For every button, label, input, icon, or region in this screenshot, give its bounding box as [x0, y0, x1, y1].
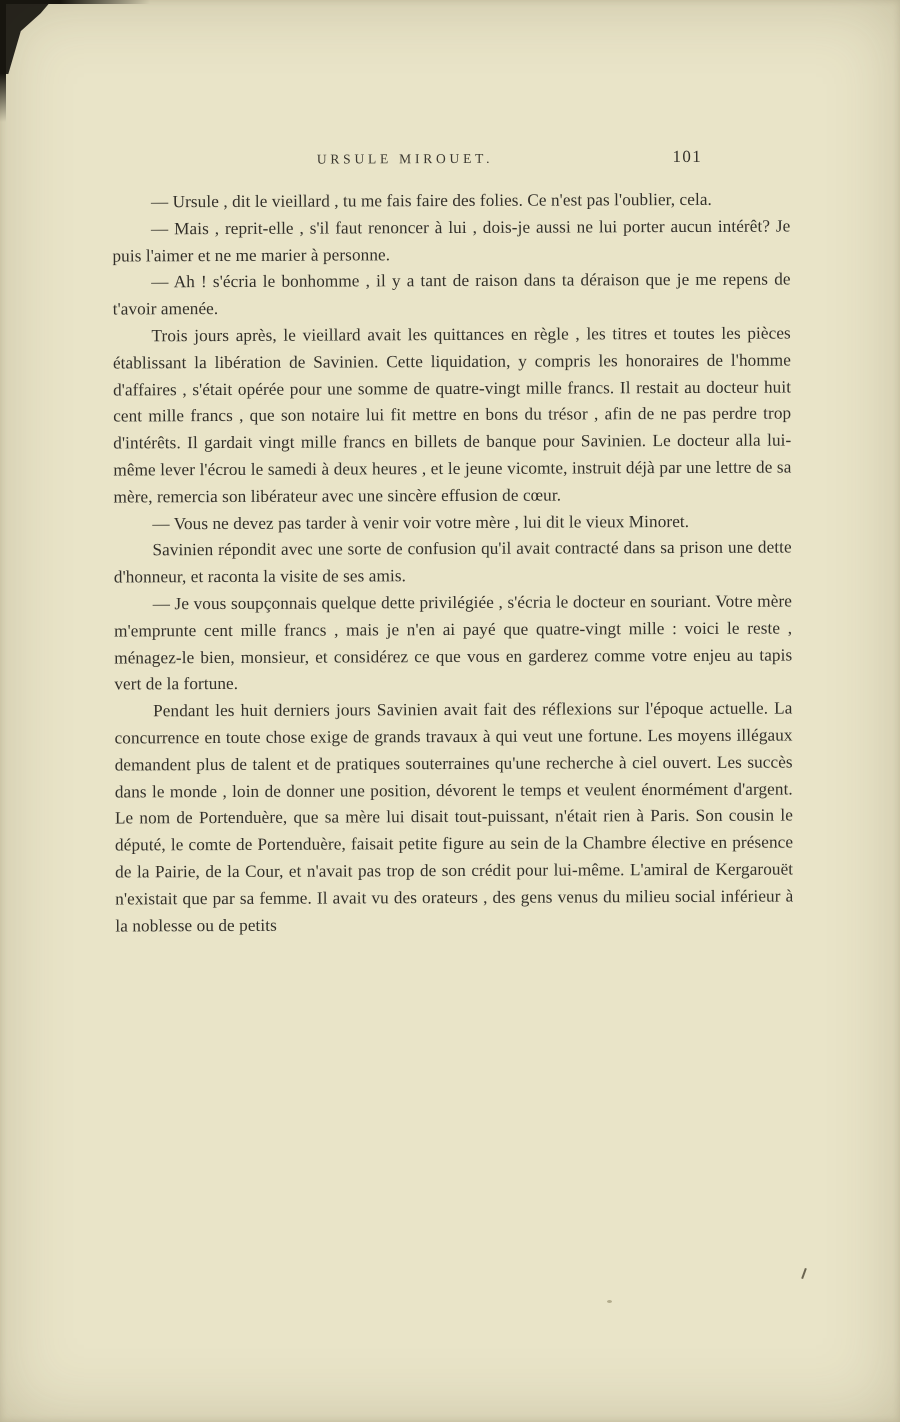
- scan-speck: [607, 1300, 612, 1303]
- text-block: [112, 147, 793, 940]
- running-title: URSULE MIROUET.: [316, 150, 494, 167]
- scan-speck: [801, 1268, 807, 1279]
- paragraph: — Je vous soupçonnais quelque dette privilégiée , s'écria le docteur en souriant. Votre mère m'emprunte cent mille francs , mais je n'en ai payé que quatre-vingt mille : voici le reste , ménagez-le bien, monsieur, et considérez ce que vous en garderez comme votre enjeu au tapis vert de la fortune.: [114, 591, 793, 694]
- paragraph: — Ah ! s'écria le bonhomme , il y a tant de raison dans ta déraison que je me repens de t'avoir amenée.: [112, 269, 791, 319]
- paragraph: — Ursule , dit le vieillard , tu me fais faire des folies. Ce n'est pas l'oublier, cela.: [150, 189, 712, 212]
- page-header: [112, 147, 790, 178]
- scan-artifact-left-edge: [0, 0, 6, 122]
- scan-artifact-corner: [0, 0, 52, 74]
- scan-artifact-top-edge: [0, 0, 150, 4]
- paragraph: Trois jours après, le vieillard avait les quittances en règle , les titres et toutes les pièces établissant la libération de Savinien. Cette liquidation, y compris les honoraires de l'homme d'affaires , s'était opérée pour une somme de quatre-vingt mille francs. Il restait au docteur huit cent mille francs , que son notaire lui fit mettre en bons du trésor , afin de ne pas perdre trop d'intérêts. Il gardait vingt mille francs en billets de banque pour Savinien. Le docteur alla lui-même lever l'écrou le samedi à deux heures , et le jeune vicomte, instruit déjà par une lettre de sa mère, remercia son libérateur avec une sincère effusion de cœur.: [112, 323, 792, 507]
- paragraph: Pendant les huit derniers jours Savinien avait fait des réflexions sur l'époque actuelle. La concurrence en toute chose exige de grands travaux à qui veut une fortune. Les moyens illégaux demandent plus de talent et de pratiques souterraines qu'une recherche à ciel ouvert. Les succès dans le monde , loin de donner une position, dévorent le temps et veulent énormément d'argent. Le nom de Portenduère, que sa mère lui disait tout-puissant, n'était rien à Paris. Son cousin le député, le comte de Portenduère, faisait petite figure au sein de la Chambre élective en présence de la Pairie, de la Cour, et n'avait pas trop de son crédit pour lui-même. L'amiral de Kergarouët n'existait que par sa femme. Il avait vu des orateurs , des gens venus du milieu social inférieur à la noblesse ou de petits: [114, 698, 794, 935]
- page-number: 101: [672, 146, 703, 167]
- paragraph: — Vous ne devez pas tarder à venir voir votre mère , lui dit le vieux Minoret.: [152, 511, 690, 533]
- paragraph: Savinien répondit avec une sorte de confusion qu'il avait contracté dans sa prison une dette d'honneur, et raconta la visite de ses amis.: [113, 537, 792, 587]
- paragraph: — Mais , reprit-elle , s'il faut renoncer à lui , dois-je aussi ne lui porter aucun intérêt? Je puis l'aimer et ne me marier à personne.: [112, 216, 791, 266]
- page-body: [112, 187, 793, 940]
